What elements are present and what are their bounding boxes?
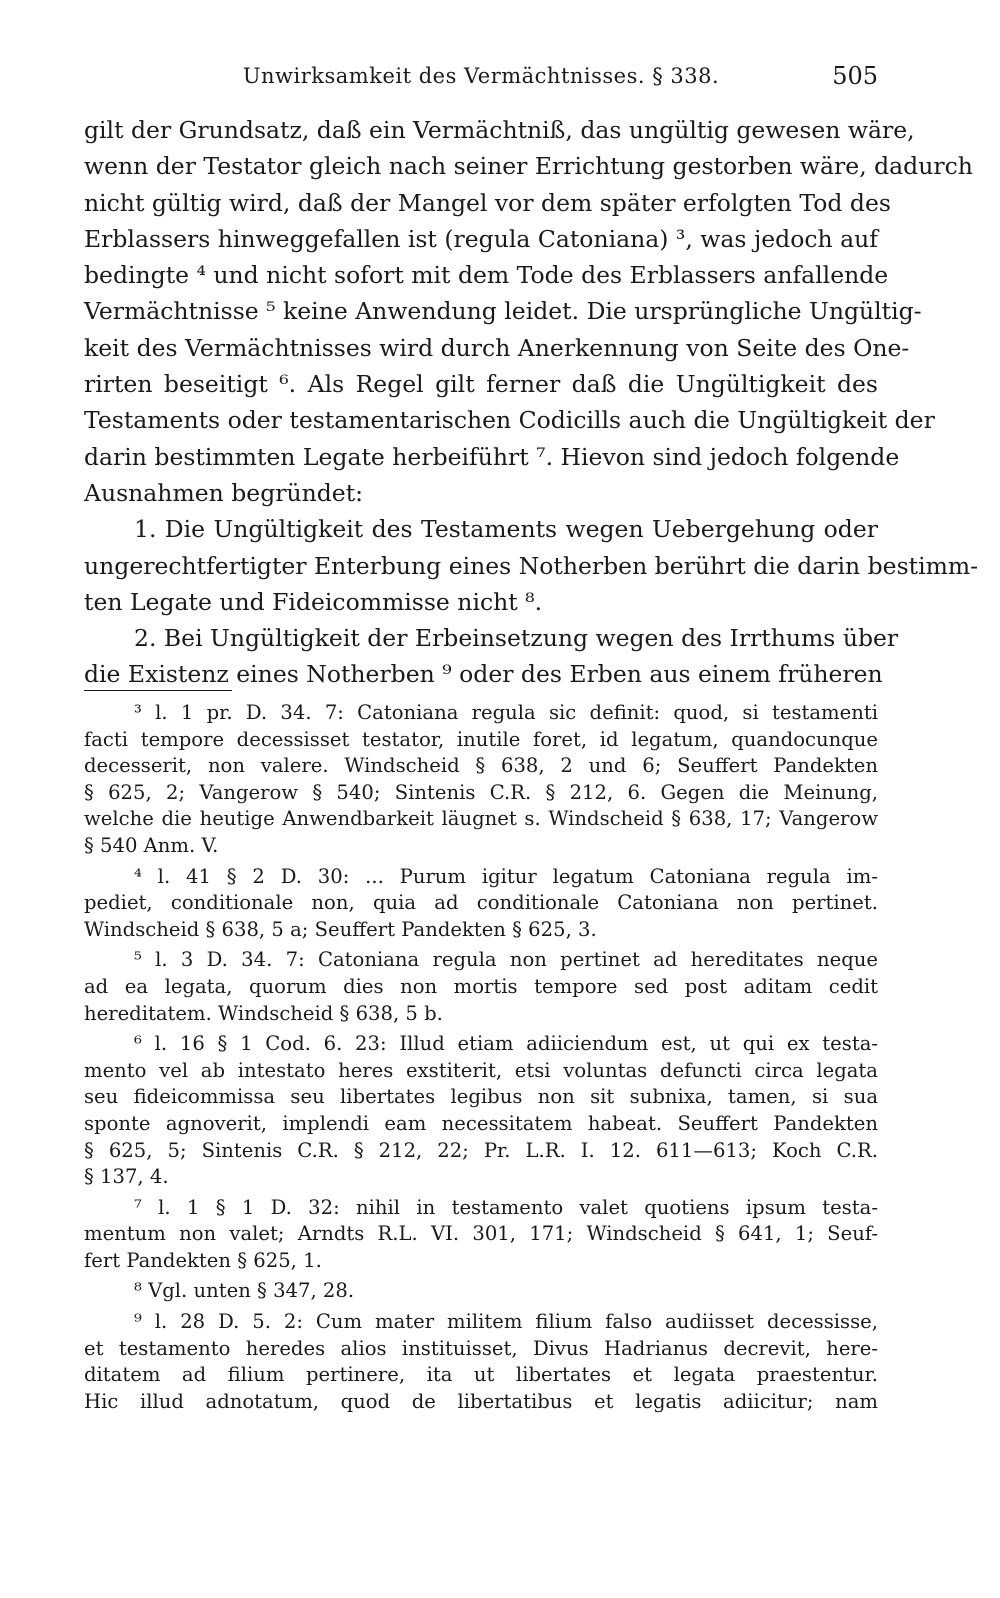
text-line: seu fideicommissa seu libertates legibus non sit subnixa, tamen, si sua [84, 1085, 878, 1109]
text-line: ad ea legata, quorum dies non mortis tempore sed post aditam cedit [84, 974, 878, 998]
text-line: gilt der Grundsatz, daß ein Vermächtniß, das ungültig gewesen wäre, [84, 116, 915, 144]
text-line: ⁹ l. 28 D. 5. 2: Cum mater militem filium falso audiisset decessisse, [134, 1310, 878, 1334]
text-line: ⁴ l. 41 § 2 D. 30: ... Purum igitur legatum Catoniana regula im- [134, 864, 878, 888]
text-line: § 540 Anm. V. [84, 833, 219, 857]
text-line: Hic illud adnotatum, quod de libertatibus et legatis adiicitur; nam [84, 1389, 878, 1413]
running-title: Unwirksamkeit des Vermächtnisses. § 338. [242, 64, 720, 88]
text-line: Erblassers hinweggefallen ist (regula Catoniana) ³, was jedoch auf [84, 224, 878, 253]
text-line: ungerechtfertigter Enterbung eines Notherben berührt die darin bestimm- [84, 551, 979, 580]
text-line: 1. Die Ungültigkeit des Testaments wegen Uebergehung oder [134, 515, 878, 544]
text-line: hereditatem. Windscheid § 638, 5 b. [84, 1001, 443, 1025]
text-line: ditatem ad filium pertinere, ita ut libertates et legata praestentur. [84, 1363, 878, 1387]
text-line: ³ l. 1 pr. D. 34. 7: Catoniana regula sic definit: quod, si testamenti [134, 701, 878, 724]
footnote [84, 1309, 878, 1415]
text-line: die Existenz eines Notherben ⁹ oder des Erben aus einem früheren [84, 660, 883, 689]
body-text [84, 112, 979, 693]
text-line: et testamento heredes alios instituisset, Divus Hadrianus decrevit, here- [84, 1336, 878, 1360]
text-line: ten Legate und Fideicommisse nicht ⁸. [84, 587, 543, 616]
footnote-separator [84, 690, 232, 691]
text-line: Ausnahmen begründet: [84, 478, 364, 507]
text-line: bedingte ⁴ und nicht sofort mit dem Tode des Erblassers anfallende [84, 261, 889, 290]
text-line: Testaments oder testamentarischen Codicills auch die Ungültigkeit der [84, 406, 935, 435]
text-line: ⁸ Vgl. unten § 347, 28. [134, 1279, 355, 1303]
footnote [84, 1031, 878, 1191]
text-line: § 625, 5; Sintenis C.R. § 212, 22; Pr. L.R. I. 12. 611—613; Koch C.R. [84, 1138, 878, 1162]
text-line: welche die heutige Anwendbarkeit läugnet s. Windscheid § 638, 17; Vangerow [84, 807, 878, 831]
text-line: decesserit, non valere. Windscheid § 638, 2 und 6; Seuffert Pandekten [84, 754, 878, 778]
text-line: mentum non valet; Arndts R.L. VI. 301, 171; Windscheid § 641, 1; Seuf- [84, 1222, 878, 1246]
text-line: facti tempore decessisset testator, inutile foret, id legatum, quandocunque [84, 727, 878, 751]
page-number: 505 [832, 62, 878, 90]
text-line: sponte agnoverit, implendi eam necessitatem habeat. Seuffert Pandekten [84, 1111, 878, 1135]
text-line: fert Pandekten § 625, 1. [84, 1248, 322, 1272]
text-line: keit des Vermächtnisses wird durch Anerkennung von Seite des One- [84, 333, 910, 362]
footnote [84, 1278, 878, 1305]
footnote [84, 947, 878, 1027]
text-line: nicht gültig wird, daß der Mangel vor dem später erfolgten Tod des [84, 188, 891, 217]
text-line: ⁷ l. 1 § 1 D. 32: nihil in testamento valet quotiens ipsum testa- [134, 1195, 878, 1219]
text-line: § 625, 2; Vangerow § 540; Sintenis C.R. § 212, 6. Gegen die Meinung, [84, 780, 878, 804]
text-line: ⁵ l. 3 D. 34. 7: Catoniana regula non pertinet ad hereditates neque [134, 948, 878, 972]
text-line: 2. Bei Ungültigkeit der Erbeinsetzung wegen des Irrthums über [134, 624, 899, 653]
text-line: rirten beseitigt ⁶. Als Regel gilt ferner daß die Ungültigkeit des [84, 370, 878, 399]
text-line: pediet, conditionale non, quia ad conditionale Catoniana non pertinet. [84, 891, 878, 915]
footnote [84, 1195, 878, 1275]
footnote [84, 864, 878, 944]
page-header [84, 60, 878, 96]
footnote [84, 700, 878, 860]
text-line: wenn der Testator gleich nach seiner Errichtung gestorben wäre, dadurch [84, 152, 973, 181]
text-line: ⁶ l. 16 § 1 Cod. 6. 23: Illud etiam adiiciendum est, ut qui ex testa- [134, 1032, 878, 1056]
text-line: Vermächtnisse ⁵ keine Anwendung leidet. Die ursprüngliche Ungültig- [84, 297, 922, 326]
text-line: Windscheid § 638, 5 a; Seuffert Pandekten § 625, 3. [84, 917, 597, 941]
text-line: darin bestimmten Legate herbeiführt ⁷. Hievon sind jedoch folgende [84, 442, 900, 471]
text-line: § 137, 4. [84, 1165, 169, 1189]
footnotes [84, 700, 878, 1419]
text-line: mento vel ab intestato heres exstiterit, etsi voluntas defuncti circa legata [84, 1058, 878, 1082]
